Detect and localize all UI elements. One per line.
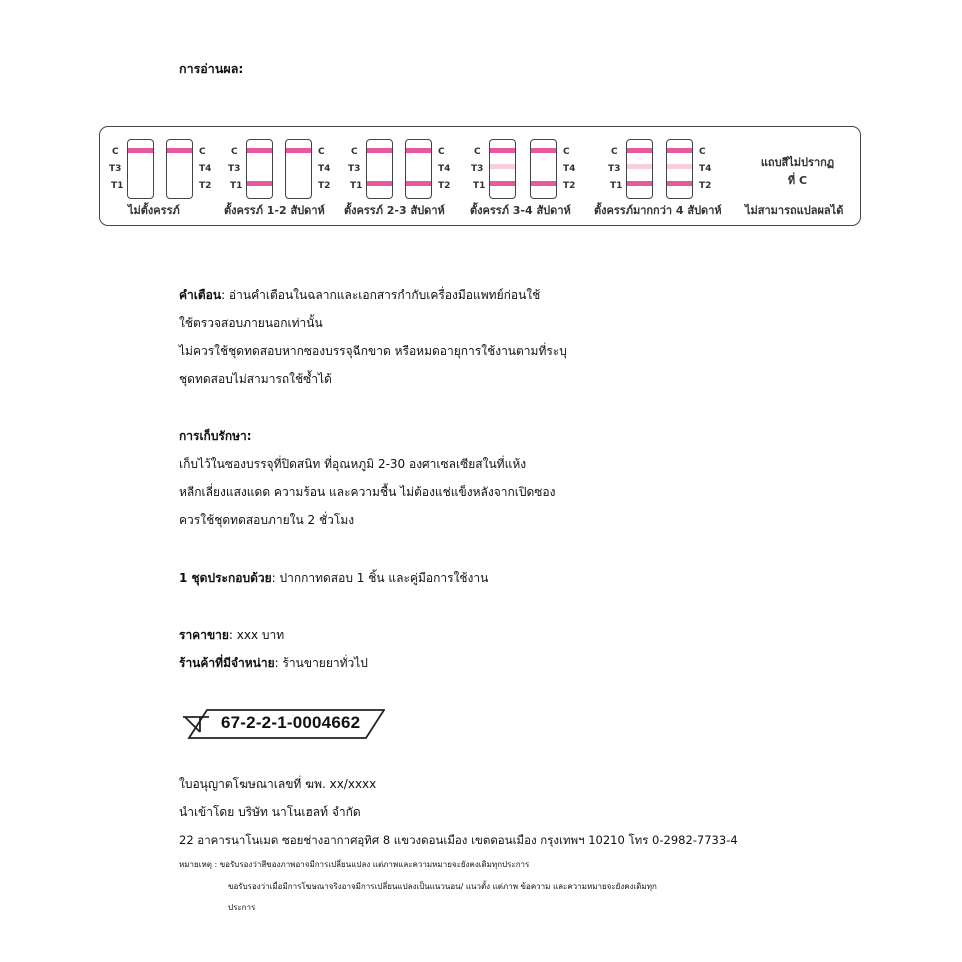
result-group-3-4-weeks: [460, 127, 585, 225]
price-text: : xxx บาท: [228, 628, 285, 642]
test-strip: [127, 139, 154, 199]
test-strip: [489, 139, 516, 199]
faint-test-band: [667, 164, 692, 169]
strip-label-c: C: [318, 147, 325, 157]
strip-label-t3: T3: [109, 164, 122, 174]
advertising-license: ใบอนุญาตโฆษณาเลขที่ ฆพ. xx/xxxx: [179, 777, 377, 791]
strip-label-c: C: [474, 147, 481, 157]
test-strip: [246, 139, 273, 199]
result-caption: ตั้งครรภ์ 3-4 สัปดาห์: [470, 204, 571, 217]
strip-label-c: C: [563, 147, 570, 157]
strip-label-t3: T3: [228, 164, 241, 174]
test-strip: [626, 139, 653, 199]
warning-text: : อ่านคำเตือนในฉลากและเอกสารกำกับเครื่องมือแพทย์ก่อนใช้: [221, 288, 541, 302]
strip-label-t4: T4: [199, 164, 212, 174]
strip-label-c: C: [611, 147, 618, 157]
result-caption: ตั้งครรภ์ 1-2 สัปดาห์: [224, 204, 325, 217]
result-group-1-2-weeks: [220, 127, 340, 225]
control-band: [128, 148, 153, 153]
strip-label-t2: T2: [199, 181, 212, 191]
storage-item: ควรใช้ชุดทดสอบภายใน 2 ชั่วโมง: [179, 513, 355, 527]
storage-item: เก็บไว้ในซองบรรจุที่ปิดสนิท ที่อุณหภูมิ 2-30 องศาเซลเซียสในที่แห้ง: [179, 457, 527, 471]
test-band: [367, 181, 392, 186]
price-line: [179, 627, 284, 643]
warning-item: ใช้ตรวจสอบภายนอกเท่านั้น: [179, 316, 323, 330]
test-strip: [285, 139, 312, 199]
strip-label-c: C: [231, 147, 238, 157]
strip-label-t4: T4: [699, 164, 712, 174]
strip-label-t3: T3: [348, 164, 361, 174]
control-band: [286, 148, 311, 153]
warning-item: ชุดทดสอบไม่สามารถใช้ซ้ำได้: [179, 372, 332, 386]
test-strip: [405, 139, 432, 199]
warning-item: ไม่ควรใช้ชุดทดสอบหากซองบรรจุฉีกขาด หรือหมดอายุการใช้งานตามที่ระบุ: [179, 344, 567, 358]
test-strip: [666, 139, 693, 199]
test-band: [627, 181, 652, 186]
store-line: [179, 655, 368, 671]
strip-label-t2: T2: [563, 181, 576, 191]
invalid-note-line-1: แถบสีไม่ปรากฏ: [760, 156, 835, 169]
control-band: [627, 148, 652, 153]
kit-contents: [179, 570, 488, 586]
reading-heading: การอ่านผล:: [179, 61, 244, 76]
faint-test-band: [627, 164, 652, 169]
test-strip: [166, 139, 193, 199]
registration-number: 67-2-2-1-0004662: [221, 713, 361, 732]
strip-label-t4: T4: [318, 164, 331, 174]
control-band: [490, 148, 515, 153]
strip-label-t1: T1: [610, 181, 623, 191]
remark-line: ประการ: [228, 903, 256, 912]
control-band: [167, 148, 192, 153]
strip-label-t1: T1: [230, 181, 243, 191]
company-address: 22 อาคารนาโนเมด ซอยช่างอากาศอุทิศ 8 แขวงดอนเมือง เขตดอนเมือง กรุงเทพฯ 10210 โทร 0-2982-7733-4: [179, 833, 738, 847]
strip-label-t3: T3: [608, 164, 621, 174]
strip-label-t4: T4: [438, 164, 451, 174]
storage-heading-text: การเก็บรักษา:: [179, 429, 252, 443]
store-text: : ร้านขายยาทั่วไป: [274, 656, 368, 670]
storage-heading: [179, 428, 252, 444]
result-group-invalid: [735, 127, 860, 225]
store-label: ร้านค้าที่มีจำหน่าย: [179, 656, 275, 670]
result-caption: ตั้งครรภ์มากกว่า 4 สัปดาห์: [594, 204, 722, 217]
strip-label-c: C: [438, 147, 445, 157]
test-band: [490, 181, 515, 186]
invalid-note-line-2: ที่ C: [787, 174, 808, 187]
test-band: [667, 181, 692, 186]
price-label: ราคาขาย: [179, 628, 229, 642]
kit-label: 1 ชุดประกอบด้วย: [179, 571, 272, 585]
strip-label-c: C: [351, 147, 358, 157]
warning-label: คำเตือน: [179, 288, 222, 302]
strip-label-t1: T1: [111, 181, 124, 191]
faint-test-band: [490, 164, 515, 169]
medical-device-registration-badge: [181, 708, 385, 740]
control-band: [531, 148, 556, 153]
control-band: [367, 148, 392, 153]
strip-label-t2: T2: [699, 181, 712, 191]
test-strip: [366, 139, 393, 199]
control-band: [667, 148, 692, 153]
remark-line: ขอรับรองว่าเมื่อมีการโฆษณาจริงอาจมีการเปลี่ยนแปลงเป็นแนวนอน/ แนวตั้ง แต่ภาพ ข้อความ และความหมายจะยังคงเดิมทุก: [228, 882, 657, 891]
strip-label-t4: T4: [563, 164, 576, 174]
result-caption: ไม่สามารถแปลผลได้: [745, 204, 844, 217]
control-band: [247, 148, 272, 153]
result-group-not-pregnant: [100, 127, 220, 225]
strip-label-c: C: [112, 147, 119, 157]
result-caption: ตั้งครรภ์ 2-3 สัปดาห์: [344, 204, 445, 217]
strip-label-t1: T1: [473, 181, 486, 191]
test-band: [531, 181, 556, 186]
storage-item: หลีกเลี่ยงแสงแดด ความร้อน และความชื้น ไม่ต้องแช่แข็งหลังจากเปิดซอง: [179, 485, 556, 499]
strip-label-t2: T2: [318, 181, 331, 191]
strip-label-c: C: [199, 147, 206, 157]
kit-text: : ปากกาทดสอบ 1 ชิ้น และคู่มือการใช้งาน: [271, 571, 489, 585]
strip-label-t1: T1: [350, 181, 363, 191]
strip-label-t3: T3: [471, 164, 484, 174]
strip-label-t2: T2: [438, 181, 451, 191]
test-strip: [530, 139, 557, 199]
test-band: [406, 181, 431, 186]
test-band: [247, 181, 272, 186]
result-caption: ไม่ตั้งครรภ์: [128, 204, 180, 217]
remark-line: หมายเหตุ : ขอรับรองว่าสีของภาพอาจมีการเปลี่ยนแปลง แต่ภาพและความหมายจะยังคงเดิมทุกประการ: [179, 860, 530, 869]
strip-label-c: C: [699, 147, 706, 157]
importer: นำเข้าโดย บริษัท นาโนเฮลท์ จำกัด: [179, 805, 361, 819]
result-group-over-4-weeks: [585, 127, 735, 225]
result-reading-panel: [99, 126, 861, 226]
warning-line: [179, 287, 540, 303]
control-band: [406, 148, 431, 153]
result-group-2-3-weeks: [340, 127, 460, 225]
